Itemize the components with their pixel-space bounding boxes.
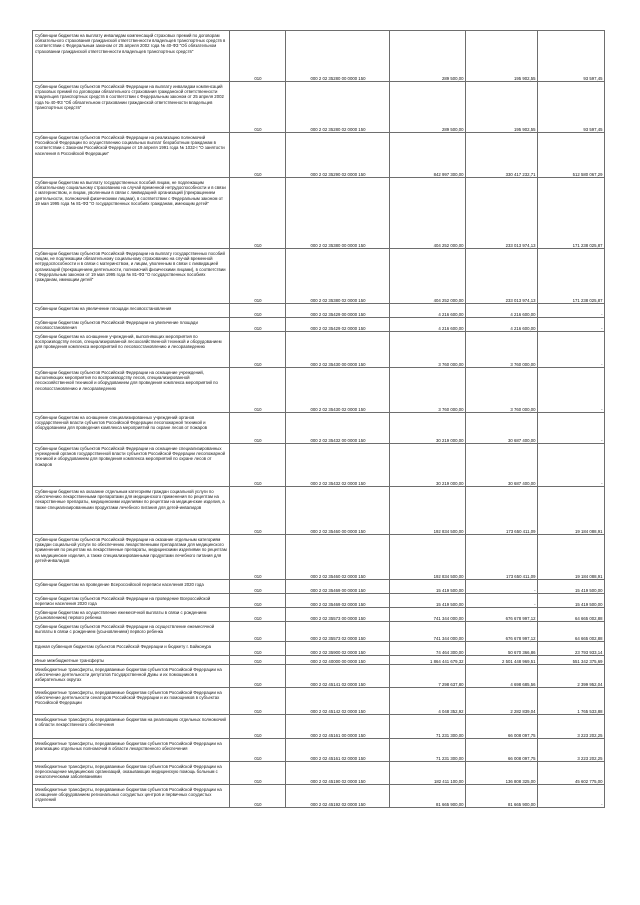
row-executed-amount: 50 670 366,86 [466,642,538,656]
row-description: Субвенции бюджетам на проведение Всероссийской переписи населения 2020 года [33,580,230,594]
row-line-code: 010 [230,762,286,785]
row-unexecuted-amount: 19 184 088,91 [538,487,605,535]
row-approved-amount: 842 997 300,00 [390,133,466,178]
row-line-code: 010 [230,642,286,656]
row-approved-amount: 4 216 600,00 [390,304,466,318]
row-line-code: 010 [230,413,286,444]
row-executed-amount: 233 013 974,13 [466,249,538,304]
row-unexecuted-amount: - [538,785,605,808]
table-row [33,304,605,318]
table-row [33,715,605,739]
table-row [33,249,605,304]
row-approved-amount: 3 760 000,00 [390,332,466,368]
table-row [33,580,605,594]
table-row [33,688,605,715]
row-approved-amount: 741 344 000,00 [390,608,466,622]
row-approved-amount: 15 419 500,00 [390,580,466,594]
row-executed-amount: 4 698 685,56 [466,665,538,688]
row-budget-code: 000 2 02 45161 02 0000 150 [286,739,390,762]
table-row [33,332,605,368]
row-budget-code: 000 2 02 35429 02 0000 150 [286,318,390,332]
row-description: Субвенции бюджетам субъектов Российской Федерации на осуществление ежемесячной выплаты в связи с рождением (усыновлением) первого ребенка [33,622,230,642]
row-approved-amount: 15 419 500,00 [390,594,466,608]
row-description: Межбюджетные трансферты, передаваемые бюджетам субъектов Российской Федерации на реализацию отдельных полномочий в области лекарственного обеспечения [33,739,230,762]
row-approved-amount: 1 864 441 679,32 [390,656,466,665]
row-unexecuted-amount: - [538,368,605,413]
row-approved-amount: 81 665 900,00 [390,785,466,808]
row-approved-amount: 741 344 000,00 [390,622,466,642]
row-unexecuted-amount: 64 665 002,88 [538,608,605,622]
row-approved-amount: 71 231 300,00 [390,715,466,739]
row-budget-code: 000 2 02 40000 00 0000 150 [286,656,390,665]
row-line-code: 010 [230,608,286,622]
row-unexecuted-amount: 23 793 933,14 [538,642,605,656]
row-line-code: 010 [230,31,286,82]
table-row [33,642,605,656]
table-row [33,594,605,608]
row-executed-amount: 136 808 325,00 [466,762,538,785]
row-unexecuted-amount: 93 597,45 [538,82,605,133]
row-line-code: 010 [230,178,286,249]
table-row [33,665,605,688]
row-unexecuted-amount: 551 342 375,69 [538,656,605,665]
row-budget-code: 000 2 02 35900 02 0000 150 [286,642,390,656]
row-unexecuted-amount: - [538,413,605,444]
row-description: Субвенции бюджетам на увеличение площади лесовосстановления [33,304,230,318]
row-unexecuted-amount: 15 419 500,00 [538,580,605,594]
row-executed-amount: 30 687 400,00 [466,444,538,487]
row-line-code: 010 [230,656,286,665]
row-executed-amount: 173 650 411,09 [466,487,538,535]
table-row [33,762,605,785]
table-row [33,622,605,642]
table-row [33,656,605,665]
row-budget-code: 000 2 02 35290 02 0000 150 [286,133,390,178]
table-row [33,178,605,249]
row-line-code: 010 [230,332,286,368]
row-approved-amount: 30 219 000,00 [390,413,466,444]
row-line-code: 010 [230,249,286,304]
row-budget-code: 000 2 02 45141 02 0000 150 [286,665,390,688]
row-budget-code: 000 2 02 35469 02 0000 150 [286,594,390,608]
row-line-code: 010 [230,82,286,133]
row-approved-amount: 289 500,00 [390,82,466,133]
row-description: Субвенции бюджетам на выплату государственных пособий лицам, не подлежащим обязательному социальному страхованию на случай временной нетрудоспособности и в связи с материнством, и лицам, уволенным в связи с ликвидацией организаций (прекращением деятельности, полномочий физическими лицами), в соответствии с Федеральным законом от 19 мая 1995 года № 81-ФЗ "О государственных пособиях гражданам, имеющим детей" [33,178,230,249]
row-budget-code: 000 2 02 35432 00 0000 150 [286,413,390,444]
row-description: Субвенции бюджетам на оснащение специализированных учреждений органов государственной власти субъектов Российской Федерации лесопожарной техникой и оборудованием для проведения комплекса мероприятий по охране лесов от пожаров [33,413,230,444]
row-approved-amount: 404 252 000,00 [390,178,466,249]
row-executed-amount: 676 678 997,12 [466,608,538,622]
row-approved-amount: 71 231 300,00 [390,739,466,762]
row-executed-amount: 3 760 000,00 [466,332,538,368]
row-description: Единая субвенция бюджетам субъектов Российской Федерации и бюджету г. Байконура [33,642,230,656]
table-row [33,318,605,332]
table-row [33,487,605,535]
row-executed-amount: 4 216 600,00 [466,318,538,332]
table-row [33,133,605,178]
row-unexecuted-amount: 171 238 025,87 [538,249,605,304]
row-description: Межбюджетные трансферты, передаваемые бюджетам субъектов Российской Федерации на обеспечение деятельности депутатов Государственной Думы и их помощников в избирательных округах [33,665,230,688]
row-description: Межбюджетные трансферты, передаваемые бюджетам субъектов Российской Федерации на переоснащение медицинских организаций, оказывающих медицинскую помощь больным с онкологическими заболеваниями [33,762,230,785]
row-approved-amount: 30 219 000,00 [390,444,466,487]
row-description: Субвенции бюджетам на осуществление ежемесячной выплаты в связи с рождением (усыновлением) первого ребенка [33,608,230,622]
table-row [33,82,605,133]
row-unexecuted-amount: - [538,332,605,368]
row-description: Иные межбюджетные трансферты [33,656,230,665]
row-description: Субвенции бюджетам субъектов Российской Федерации на оказание отдельным категориям граждан социальной услуги по обеспечению лекарственными препаратами для медицинского применения по рецептам на лекарственные препараты, медицинскими изделиями по рецептам на медицинские изделия, а также специализированными продуктами лечебного питания для детей-инвалидов [33,535,230,580]
row-unexecuted-amount: - [538,304,605,318]
row-line-code: 010 [230,535,286,580]
row-executed-amount: 66 008 097,75 [466,715,538,739]
row-description: Субвенции бюджетам субъектов Российской Федерации на выплату инвалидам компенсаций страховых премий по договорам обязательного страхования гражданской ответственности владельцев транспортных средств в соответствии с Федеральным законом от 25 апреля 2002 года № 40-ФЗ "Об обязательном страховании гражданской ответственности владельцев транспортных средств" [33,82,230,133]
row-budget-code: 000 2 02 35429 00 0000 150 [286,304,390,318]
row-budget-code: 000 2 02 35430 02 0000 150 [286,368,390,413]
table-row [33,368,605,413]
row-approved-amount: 4 216 600,00 [390,318,466,332]
row-description: Субвенции бюджетам на выплату инвалидам компенсаций страховых премий по договорам обязательного страхования гражданской ответственности владельцев транспортных средств в соответствии с Федеральным законом от 25 апреля 2002 года № 40-ФЗ "Об обязательном страховании гражданской ответственности владельцев транспортных средств" [33,31,230,82]
row-executed-amount: 3 760 000,00 [466,368,538,413]
row-executed-amount: 4 216 600,00 [466,304,538,318]
row-executed-amount: 195 902,55 [466,31,538,82]
row-unexecuted-amount: 3 223 202,25 [538,739,605,762]
row-executed-amount: 676 678 997,12 [466,622,538,642]
row-approved-amount: 192 834 500,00 [390,535,466,580]
row-executed-amount: 330 417 232,71 [466,133,538,178]
table-row [33,608,605,622]
row-approved-amount: 182 411 100,00 [390,762,466,785]
row-description: Субвенции бюджетам субъектов Российской Федерации на оснащение специализированных учреждений органов государственной власти субъектов Российской Федерации лесопожарной техникой и оборудованием для проведения комплекса мероприятий по охране лесов от пожаров [33,444,230,487]
row-unexecuted-amount: 171 238 025,87 [538,178,605,249]
table-row [33,535,605,580]
table-row [33,785,605,808]
row-line-code: 010 [230,739,286,762]
row-line-code: 010 [230,318,286,332]
row-budget-code: 000 2 02 45161 00 0000 150 [286,715,390,739]
row-budget-code: 000 2 02 35280 00 0000 150 [286,31,390,82]
row-line-code: 010 [230,444,286,487]
row-budget-code: 000 2 02 35573 00 0000 150 [286,608,390,622]
row-description: Субвенции бюджетам на оснащение учреждений, выполняющих мероприятия по воспроизводству лесов, специализированной лесохозяйственной техникой и оборудованием для проведения комплекса мероприятий по лесовосстановлению и лесоразведению [33,332,230,368]
row-description: Субвенции бюджетам субъектов Российской Федерации на проведение Всероссийской переписи населения 2020 года [33,594,230,608]
row-budget-code: 000 2 02 35432 02 0000 150 [286,444,390,487]
row-approved-amount: 74 464 300,00 [390,642,466,656]
row-executed-amount: 66 008 097,75 [466,739,538,762]
row-executed-amount: 233 013 974,13 [466,178,538,249]
row-unexecuted-amount: 15 419 500,00 [538,594,605,608]
row-line-code: 010 [230,580,286,594]
row-approved-amount: 289 500,00 [390,31,466,82]
row-unexecuted-amount: 45 602 775,00 [538,762,605,785]
row-unexecuted-amount: - [538,318,605,332]
row-unexecuted-amount: 1 765 533,88 [538,688,605,715]
row-description: Субвенции бюджетам субъектов Российской Федерации на увеличение площади лесовосстановления [33,318,230,332]
row-executed-amount: - [466,580,538,594]
row-unexecuted-amount: 19 184 088,91 [538,535,605,580]
budget-table-body [33,31,605,808]
row-line-code: 010 [230,715,286,739]
row-budget-code: 000 2 02 45192 02 0000 150 [286,785,390,808]
row-line-code: 010 [230,487,286,535]
table-row [33,739,605,762]
row-budget-code: 000 2 02 35280 02 0000 150 [286,82,390,133]
row-approved-amount: 4 048 352,92 [390,688,466,715]
row-description: Субвенции бюджетам субъектов Российской Федерации на реализацию полномочий Российской Федерации по осуществлению социальных выплат безработным гражданам в соответствии с Законом Российской Федерации от 19 апреля 1991 года № 1032-I "О занятости населения в Российской Федерации" [33,133,230,178]
row-executed-amount: 195 902,55 [466,82,538,133]
row-unexecuted-amount: 93 597,45 [538,31,605,82]
row-unexecuted-amount: 3 223 202,25 [538,715,605,739]
table-row [33,444,605,487]
row-unexecuted-amount: 64 665 002,88 [538,622,605,642]
row-line-code: 010 [230,304,286,318]
row-budget-code: 000 2 02 35430 00 0000 150 [286,332,390,368]
row-approved-amount: 3 760 000,00 [390,368,466,413]
row-line-code: 010 [230,594,286,608]
row-unexecuted-amount: 512 580 067,29 [538,133,605,178]
row-description: Межбюджетные трансферты, передаваемые бюджетам субъектов Российской Федерации на обеспечение деятельности сенаторов Российской Федерации и их помощников в субъектах Российской Федерации [33,688,230,715]
row-unexecuted-amount: 2 399 952,04 [538,665,605,688]
row-executed-amount: 81 665 900,00 [466,785,538,808]
row-description: Межбюджетные трансферты, передаваемые бюджетам субъектов Российской Федерации на оснащение оборудованием региональных сосудистых центров и первичных сосудистых отделений [33,785,230,808]
row-executed-amount: 30 687 400,00 [466,413,538,444]
row-approved-amount: 192 834 500,00 [390,487,466,535]
row-description: Межбюджетные трансферты, передаваемые бюджетам на реализацию отдельных полномочий в области лекарственного обеспечения [33,715,230,739]
row-approved-amount: 7 298 637,80 [390,665,466,688]
row-budget-code: 000 2 02 35460 00 0000 150 [286,487,390,535]
row-budget-code: 000 2 02 35380 02 0000 150 [286,249,390,304]
row-executed-amount: 2 501 448 969,51 [466,656,538,665]
row-budget-code: 000 2 02 35469 00 0000 150 [286,580,390,594]
table-row [33,31,605,82]
row-description: Субвенции бюджетам субъектов Российской Федерации на выплату государственных пособий лицам, не подлежащим обязательному социальному страхованию на случай временной нетрудоспособности и в связи с материнством, и лицам, уволенным в связи с ликвидацией организаций (прекращением деятельности, полномочий физическими лицами), в соответствии с Федеральным законом от 19 мая 1995 года № 81-ФЗ "О государственных пособиях гражданам, имеющим детей" [33,249,230,304]
row-line-code: 010 [230,368,286,413]
row-description: Субвенции бюджетам субъектов Российской Федерации на оснащение учреждений, выполняющих мероприятия по воспроизводству лесов, специализированной лесохозяйственной техникой и оборудованием для проведения комплекса мероприятий по лесовосстановлению и лесоразведению [33,368,230,413]
row-budget-code: 000 2 02 35380 00 0000 150 [286,178,390,249]
row-line-code: 010 [230,785,286,808]
row-budget-code: 000 2 02 45190 02 0000 150 [286,762,390,785]
budget-table [32,30,605,808]
table-row [33,413,605,444]
row-approved-amount: 404 252 000,00 [390,249,466,304]
row-executed-amount: - [466,594,538,608]
row-executed-amount: 2 282 839,04 [466,688,538,715]
row-line-code: 010 [230,688,286,715]
row-line-code: 010 [230,133,286,178]
row-budget-code: 000 2 02 35573 02 0000 150 [286,622,390,642]
row-line-code: 010 [230,665,286,688]
row-description: Субвенции бюджетам на оказание отдельным категориям граждан социальной услуги по обеспечению лекарственными препаратами для медицинского применения по рецептам на лекарственные препараты, медицинскими изделиями по рецептам на медицинские изделия, а также специализированными продуктами лечебного питания для детей-инвалидов [33,487,230,535]
row-unexecuted-amount: - [538,444,605,487]
row-executed-amount: 173 650 411,09 [466,535,538,580]
row-budget-code: 000 2 02 35460 02 0000 150 [286,535,390,580]
row-line-code: 010 [230,622,286,642]
row-budget-code: 000 2 02 45142 02 0000 150 [286,688,390,715]
